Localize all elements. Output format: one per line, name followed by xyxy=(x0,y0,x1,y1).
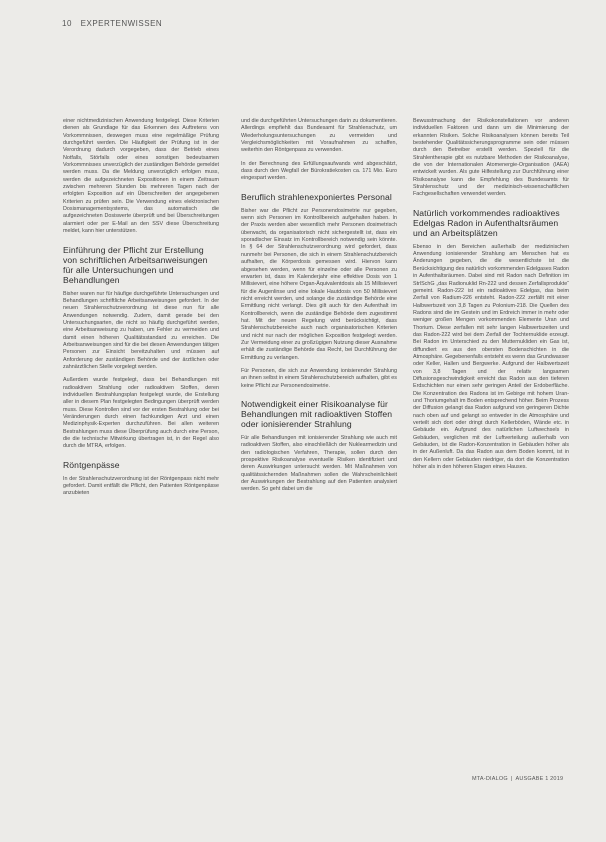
paragraph: Ebenso in den Bereichen außerhalb der medizinischen Anwendung ionisierender Strahlung am Menschen hat es Änderungen gegeben, die die wesentlichste ist die Berücksichtigung des natürlich vorkommenden Edelgases Radon in Aufenthaltsräumen. Dabei sind mit Radon nach Definition im StrlSchG „das Radionuklid Rn-222 und dessen Zerfallsprodukte“ gemeint. Radon-222 ist ein radioaktives Edelgas, das beim Zerfall von Radium-226 entsteht. Radon-222 zerfällt mit einer Halbwertszeit von 3,8 Tagen zu Polonium-218. Die Quellen des Radons sind die im Gestein und im Erdreich immer in mehr oder weniger großen Mengen vorkommenden Elemente Uran und Thorium. Diese zerfallen mit sehr langen Halbwertszeiten und das Radon-222 wird bei dem Zerfall der Tochternuklide erzeugt. Bei Radon im Unterschied zu den Mutternukliden ein Gas ist, diffundiert es aus den obersten Bodenschichten in die Atmosphäre. Gegebenenfalls entsteht es wenn das Grundwasser oder Keller, Hallen und Bergwerke. Aufgrund der Halbwertszeit von 3,8 Tagen und der relativ langsamen Diffusionsgeschwindigkeit erreicht das Radon aus den tieferen Erdschichten nur einen sehr geringen Anteil der Erdoberfläche. Die Konzentration des Radons ist im Gebirge mit hohem Uran- und Thoriumgehalt im Boden entsprechend höher. Beim Prozess der Diffusion gelangt das Radon aufgrund von geringeren Dichte nach oben auf und gelangt so entweder in die Atmosphäre und verteilt sich dort oder dringt durch Kellerböden, Wände etc. in Gebäude ein. Aufgrund des natürlichen Luftwechsels in Gebäuden, verglichen mit der Luftverteilung außerhalb von Gebäuden, ist die Radon-Konzentration in Gebäuden höher als in der Außenluft. Da das Radon aus dem Boden kommt, ist in den Kellern oder Gebäuden niedriger, da dort die Konzentration höher als in den höheren Etagen eines Hauses. xyxy=(413,243,569,471)
section-title: EXPERTENWISSEN xyxy=(80,19,163,28)
section-heading: Natürlich vorkommendes radioaktives Edelgas Radon in Aufenthaltsräumen und an Arbeitsplätzen xyxy=(413,207,560,238)
section-heading: Beruflich strahlenexponiertes Personal xyxy=(241,191,392,202)
page-number: 10 xyxy=(62,19,72,28)
text-column-3 xyxy=(413,118,569,477)
paragraph: Für Personen, die sich zur Anwendung ionisierender Strahlung an ihnen selbst in einem Strahlenschutzbereich aufhalten, gibt es keine Pflicht zur Personendosimetrie. xyxy=(241,367,397,389)
paragraph: In der Strahlenschutzverordnung ist der Röntgenpass nicht mehr gefordert. Damit entfällt die Pflicht, den Patienten Röntgenpässe anzubieten xyxy=(63,475,219,497)
paragraph: Bisher war die Pflicht zur Personendosimetrie nur gegeben, wenn sich Personen im Kontrollbereich aufgehalten haben. In der Praxis werden aber wesentlich mehr Personen dosimetrisch überwacht, da organisatorisch nicht sichergestellt ist, dass ein sporadischer Einsatz im Kontrollbereich notwendig sein könnte. In § 64 der Strahlenschutzverordnung wird gefordert, dass nunmehr bei Personen, die sich in einem Strahlenschutzbereich aufhalten, die Körperdosis gemessen wird. Hiervon kann abgesehen werden, wenn für einzelne oder alle Personen zu erwarten ist, dass im Kalenderjahr eine effektive Dosis von 1 Millisievert, eine höhere Organ-Äquivalentdosis als 15 Millisievert für die Augenlinse und eine lokale Hautdosis von 50 Millisievert nicht erreicht werden, und solange die zuständige Behörde eine Ermittlung nicht verlangt. Dies gilt auch für den Aufenthalt im Kontrollbereich, wenn die zuständige Behörde dem zugestimmt hat. Mit der neuen Regelung wird berücksichtigt, dass Strahlenschutzbereiche auch nach organisatorischen Kriterien und nicht nur nach der möglichen Exposition festgelegt werden. Zur Vermeidung einer zu großzügigen Nutzung dieser Ausnahme erhält die zuständige Behörde das Recht, bei Durchführung der Ermittlung zu verlangen. xyxy=(241,207,397,361)
section-heading: Einführung der Pflicht zur Erstellung von schriftlichen Arbeitsanweisungen für alle Untersuchungen und Behandlungen xyxy=(63,244,208,285)
issue-label: AUSGABE 1 2019 xyxy=(515,776,564,782)
page-footer xyxy=(472,776,563,782)
section-heading: Notwendigkeit einer Risikoanalyse für Behandlungen mit radioaktiven Stoffen oder ionisierender Strahlung xyxy=(241,399,393,429)
paragraph: In der Berechnung des Erfüllungsaufwands wird abgeschätzt, dass durch den Wegfall der Bürokratiekosten ca. 171 Mio. Euro eingespart werden. xyxy=(241,160,397,182)
text-column-2 xyxy=(241,118,397,500)
paragraph: Außerdem wurde festgelegt, dass bei Behandlungen mit radioaktiven Strahlung oder radioaktiven Stoffen, deren individuellen Bestrahlungsplan festgelegt wurde, die Erstellung aller in diesem Plan festgelegten Bedingungen überprüft werden muss. Diese Kontrollen sind vor der ersten Bestrahlung oder bei Veränderungen durch einen fachkundigen Arzt und einen Medizinphysik-Experten durchzuführen. Bei allen weiteren Bestrahlungen muss diese Überprüfung auch durch eine Person, die die technische Mitwirkung übertragen ist, in der Regel also durch die MTRA, erfolgen. xyxy=(63,377,219,450)
paragraph: einer nichtmedizinischen Anwendung festgelegt. Diese Kriterien dienen als Grundlage für das Erkennen des Auftretens von Vorkommnissen, deswegen muss eine regelmäßige Prüfung durchgeführt werden. Die Häufigkeit der Prüfung ist in der Verordnung dadurch vorgegeben, dass der Betrieb eines Notfalls, Störfalls oder eines sonstigen bedeutsamen Vorkommnisses unverzüglich der zuständigen Behörde gemeldet werden muss. Da die Meldung unverzüglich erfolgen muss, werden die aufgezeichneten Expositionen in einem Zeitraum zwischen mehreren Stunden bis mehreren Tagen nach der erfolgten Exposition auf ein Überschreiten der angegebenen Kriterien zu prüfen sein. Die Verwendung eines elektronischen Dosismanagementsystems, das automatisch die aufgezeichneten Dosiswerte überprüft und bei Überschreitungen alarmiert oder per E-Mail an den SSV diese Überschreitung meldet, kann hier unterstützen. xyxy=(63,118,219,235)
running-head xyxy=(62,19,162,28)
paragraph: Bewusstmachung der Risikokonstellationen vor anderen individuellen Faktoren und dann um die Minimierung der erkannten Risiken. Solche Risikoanalysen können bereits Teil bestehender Qualitätssicherungsprogramme sein oder müssen durch den Betreiber erstellt werden. Speziell für die Strahlentherapie gibt es nutzbare Methoden der Risikoanalyse, die von der Internationalen Atomenergie-Organisation (IAEA) entwickelt wurden. Als gute Hilfestellung zur Durchführung einer Risikoanalyse kann die Empfehlung des Bundesamts für Strahlenschutz und der medizinisch-wissenschaftlichen Fachgesellschaften verwendet werden. xyxy=(413,118,569,198)
section-heading: Röntgenpässe xyxy=(63,459,120,470)
paragraph: und die durchgeführten Untersuchungen darin zu dokumentieren. Allerdings empfiehlt das Bundesamt für Strahlenschutz, um Wiederholungsuntersuchungen zu vermeiden und Vergleichsmöglichkeiten mit Voraufnahmen zu schaffen, weiterhin den Röntgenpass zu verwenden. xyxy=(241,118,397,154)
paragraph: Bisher waren nur für häufige durchgeführte Untersuchungen und Behandlungen schriftliche Arbeitsanweisungen gefordert. In der neuen Strahlenschutzverordnung ist diese nun für alle Anwendungen notwendig. Zudem, damit gerade bei den Untersuchungsarten, die nicht so häufig durchgeführt werden, eine Arbeitsanweisung zu haben, um Fehler zu vermeiden und damit einen höheren Qualitätsstandard zu erreichen. Die Arbeitsanweisungen sind für die bei diesen Anwendungen tätigen Personen zur Einsicht bereitzuhalten und müssen auf Anforderung der zuständigen Behörde und der ärztlichen oder zahnärztlichen Stelle vorgelegt werden. xyxy=(63,290,219,370)
journal-name: MTA-DIALOG xyxy=(472,776,508,782)
text-column-1 xyxy=(63,118,219,504)
footer-separator: | xyxy=(510,776,513,782)
paragraph: Für alle Behandlungen mit ionisierender Strahlung wie auch mit radioaktiven Stoffen, also einschließlich der Nuklearmedizin und den radiologischen Verfahren, Therapie, sollen durch den prospektive Risikoanalyse eventuelle Risiken identifiziert und deren Auswirkungen untersucht werden. Mit Maßnahmen von qualitätssichernden Maßnahmen sollen die Wahrscheinlichkeit der Auswirkungen der Bestrahlung auf den Patienten analysiert werden. So geht dabei um die xyxy=(241,435,397,493)
